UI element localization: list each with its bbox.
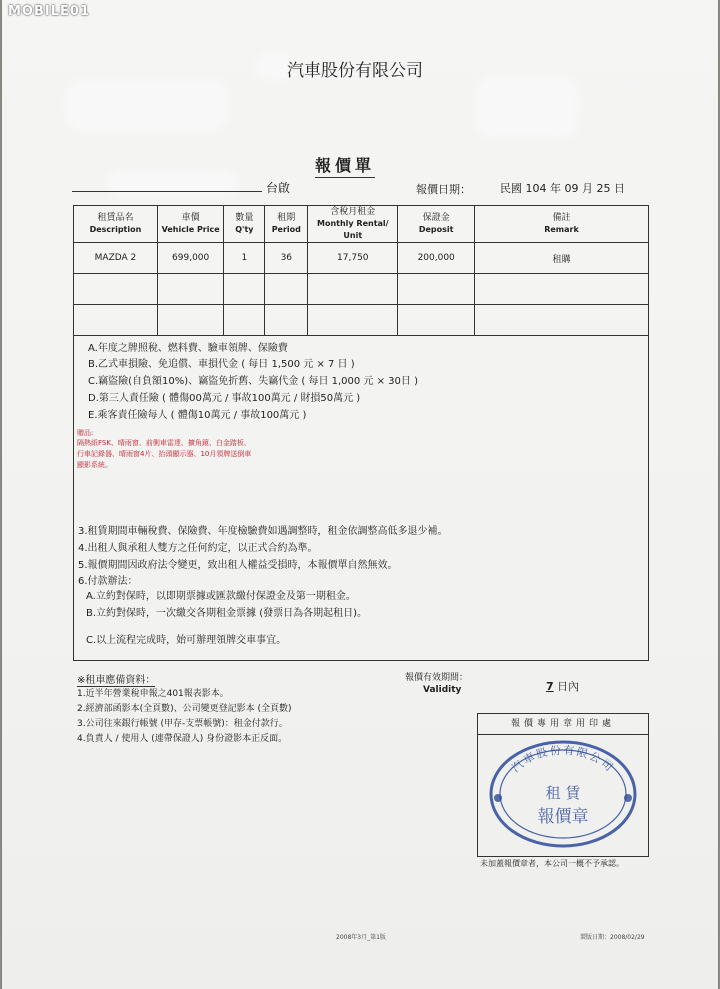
cell-period: 36 [265,243,308,274]
validity-label: 報價有效期間： [405,673,469,683]
gift-line: 顯影系統。 [77,461,112,469]
table-cell [74,274,158,305]
header-vehicle-price: 車價 Vehicle Price [157,206,224,243]
redaction-client [112,176,232,190]
quote-document [2,0,718,989]
payment-item: B.立約對保時，一次繳交各期租金票據 (發票日為各期起租日)。 [86,608,368,619]
insurance-item: C.竊盜險(自負額10%)、竊盜免折舊、失竊代金 ( 每日 1,000 元 × 30日 ) [88,376,418,387]
header-description: 租賃品名 Description [74,206,158,243]
clause-item: 3.租賃期間車輛稅費、保險費、年度檢驗費如遇調整時，租金依調整高低多退少補。 [78,526,448,537]
quote-seal-icon [478,736,648,854]
table-cell [157,274,224,305]
header-remark: 備註 Remark [475,206,649,243]
footer-version: 2008年3月_第1版 [336,934,386,941]
client-name-line [72,191,262,192]
header-deposit: 保證金 Deposit [398,206,475,243]
validity-days: 7 [546,680,554,693]
stamp-box [477,713,649,857]
requirements-title: ※租車應備資料： [77,671,155,687]
quote-date-label: 報價日期： [416,183,471,196]
insurance-item: B.乙式車損險、免追償、車損代金 ( 每日 1,500 元 × 7 日 ) [88,359,355,370]
table-row [74,274,649,305]
stamp-line2: 報價章 [537,807,589,827]
redaction-address [72,85,222,125]
table-row [74,305,649,336]
requirement-item: 3.公司往來銀行帳號 (甲存-支票帳號)：租金付款行。 [77,719,288,729]
table-cell [224,274,265,305]
table-cell [74,305,158,336]
header-period: 租期 Period [265,206,308,243]
payment-item: A.立約對保時，以即期票據或匯款繳付保證金及第一期租金。 [86,591,356,602]
gift-line: 隔熱紙FSK、晴雨窗、前側車雷達、擴角鏡、白金踏板、 [77,439,251,447]
cell-deposit: 200,000 [398,243,475,274]
table-cell [475,274,649,305]
payment-item: C.以上流程完成時，始可辦理領牌交車事宜。 [86,635,287,646]
redaction-company-prefix [260,58,288,74]
terms-box [73,334,649,661]
stamp-box-header: 報價專用章用印處 [478,714,648,735]
requirement-item: 1.近半年營業稅申報之401報表影本。 [77,689,229,699]
table-cell [265,305,308,336]
table-cell [308,305,398,336]
table-cell [308,274,398,305]
company-name: 汽車股份有限公司 [287,61,423,81]
document-title: 報價單 [315,153,375,178]
table-cell [398,274,475,305]
cell-remark: 租購 [475,243,649,274]
quote-table [73,205,649,336]
cell-description: MAZDA 2 [74,243,158,274]
header-monthly-rental: 含稅月租金 Monthly Rental/ Unit [308,206,398,243]
clause-item: 6.付款辦法： [78,576,138,587]
header-quantity: 數量 Q'ty [224,206,265,243]
insurance-item: D.第三人責任險 ( 體傷00萬元 / 事故100萬元 / 財損50萬元 ) [88,393,361,404]
table-row [74,243,649,274]
cell-monthly-rental: 17,750 [308,243,398,274]
gift-label: 贈品: [77,429,94,437]
stamp-ring-text: 汽車股份有限公司 [509,743,617,775]
clause-item: 5.報價期間因政府法令變更，致出租人權益受損時，本報價單自然無效。 [78,560,398,571]
requirement-item: 4.負責人 / 使用人 (連帶保證人) 身份證影本正反面。 [77,734,288,744]
table-header-row [74,206,649,243]
table-cell [157,305,224,336]
table-cell [398,305,475,336]
cell-quantity: 1 [224,243,265,274]
insurance-item: A.年度之牌照稅、燃料費、驗車領牌、保險費 [88,343,288,354]
requirement-item: 2.經濟部函影本(全頁數)、公司變更登記影本 (全頁數) [77,704,292,714]
stamp-line1: 租 賃 [545,784,581,802]
table-cell [475,305,649,336]
redaction-contact [482,82,572,132]
clause-item: 4.出租人與承租人雙方之任何約定，以正式合約為準。 [78,543,318,554]
client-suffix: 台啟 [266,181,291,195]
cell-vehicle-price: 699,000 [157,243,224,274]
table-cell [265,274,308,305]
quote-date-value: 民國 104 年 09 月 25 日 [500,182,625,195]
validity-value [546,678,579,694]
validity-label-en: Validity [423,685,462,695]
insurance-item: E.乘客責任險每人 ( 體傷10萬元 / 事故100萬元 ) [88,410,307,421]
validity-unit: 日內 [557,680,580,693]
footer-print-date: 製版日期：2008/02/29 [580,934,645,941]
watermark-logo: MOBILE01 [8,4,90,19]
gift-line: 行車記錄器、晴雨窗4片、抬頭顯示器、10月領牌送倒車 [77,450,252,458]
stamp-note: 未加蓋報價章者，本公司一概不予承認。 [480,859,624,868]
table-cell [224,305,265,336]
